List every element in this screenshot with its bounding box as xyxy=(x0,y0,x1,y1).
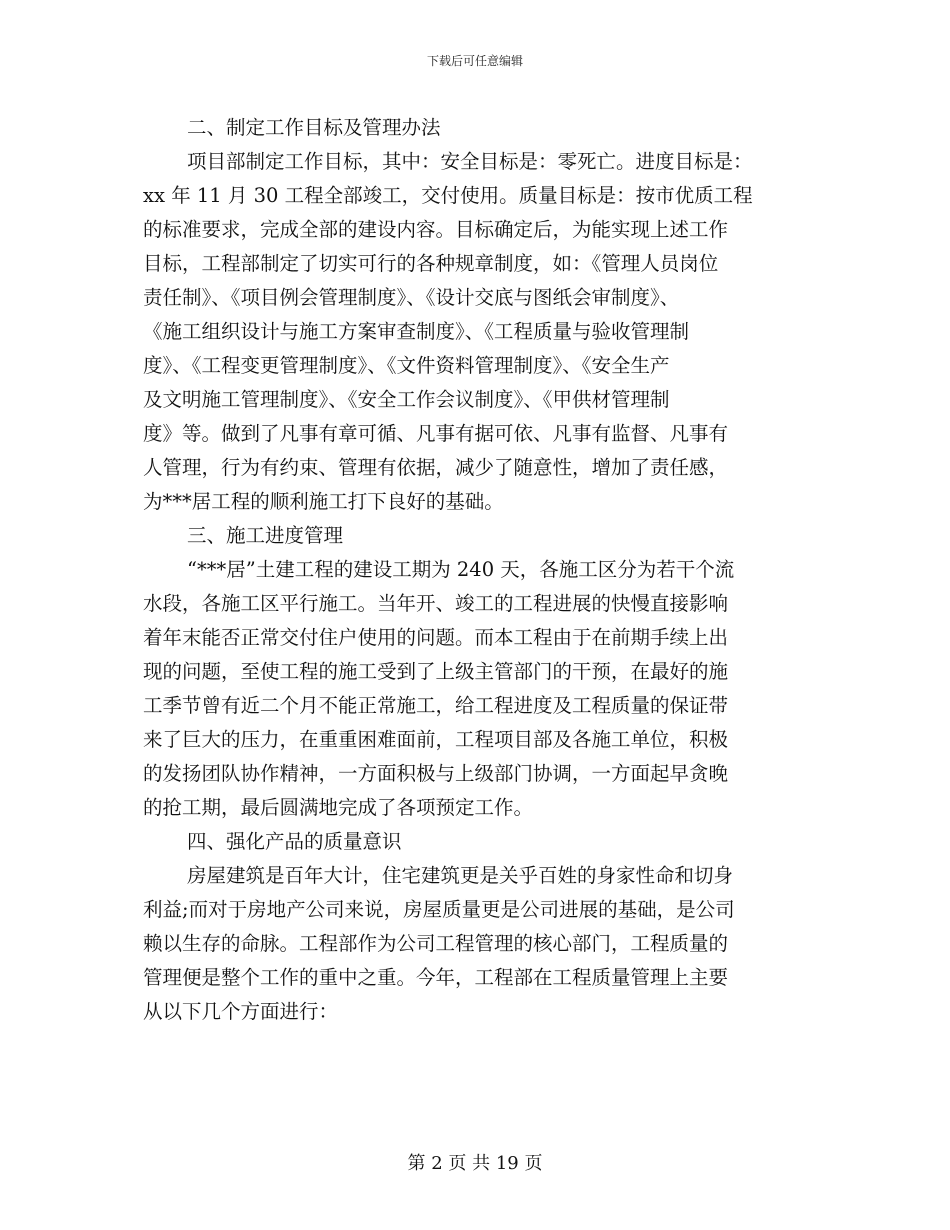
paragraph-line: 从以下几个方面进行： xyxy=(143,1000,339,1023)
paragraph-line: 的标准要求，完成全部的建设内容。目标确定后，为能实现上述工作 xyxy=(143,218,729,241)
paragraph-line: 人管理，行为有约束、管理有依据，减少了随意性，增加了责任感， xyxy=(143,456,729,479)
paragraph-line: 房屋建筑是百年大计，住宅建筑更是关乎百姓的身家性命和切身 xyxy=(187,864,734,887)
paragraph-line: 利益;而对于房地产公司来说，房屋质量更是公司进展的基础，是公司 xyxy=(143,898,735,921)
document-body xyxy=(143,111,809,1029)
paragraph-line: xx 年 11 月 30 工程全部竣工，交付使用。质量目标是：按市优质工程 xyxy=(143,184,753,207)
paragraph-line: “***居”土建工程的建设工期为 240 天，各施工区分为若干个流 xyxy=(187,558,735,581)
section-heading-2: 二、制定工作目标及管理办法 xyxy=(187,116,441,139)
paragraph-line: 《施工组织设计与施工方案审查制度》、《工程质量与验收管理制 xyxy=(143,320,690,343)
paragraph-line: 赖以生存的命脉。工程部作为公司工程管理的核心部门，工程质量的 xyxy=(143,932,729,955)
paragraph-line: 度》、《工程变更管理制度》、《文件资料管理制度》、《安全生产 xyxy=(143,354,670,377)
paragraph-line: 的发扬团队协作精神，一方面积极与上级部门协调，一方面起早贪晚 xyxy=(143,762,729,785)
paragraph-line: 工季节曾有近二个月不能正常施工，给工程进度及工程质量的保证带 xyxy=(143,694,729,717)
paragraph-line: 项目部制定工作目标，其中：安全目标是：零死亡。进度目标是： xyxy=(187,150,753,173)
paragraph-line: 水段，各施工区平行施工。当年开、竣工的工程进展的快慢直接影响 xyxy=(143,592,729,615)
paragraph-line: 度》等。做到了凡事有章可循、凡事有据可依、凡事有监督、凡事有 xyxy=(143,422,729,445)
paragraph-line: 现的问题，至使工程的施工受到了上级主管部门的干预，在最好的施 xyxy=(143,660,729,683)
paragraph-line: 为***居工程的顺利施工打下良好的基础。 xyxy=(143,490,504,513)
paragraph-line: 来了巨大的压力，在重重困难面前，工程项目部及各施工单位，积极 xyxy=(143,728,729,751)
paragraph-line: 的抢工期，最后圆满地完成了各项预定工作。 xyxy=(143,796,534,819)
page-header: 下载后可任意编辑 xyxy=(426,54,523,68)
paragraph-line: 着年末能否正常交付住户使用的问题。而本工程由于在前期手续上出 xyxy=(143,626,729,649)
section-heading-3: 三、施工进度管理 xyxy=(187,524,344,547)
section-heading-4: 四、强化产品的质量意识 xyxy=(187,830,402,853)
page-number: 第 2 页 共 19 页 xyxy=(407,1153,543,1174)
paragraph-line: 责任制》、《项目例会管理制度》、《设计交底与图纸会审制度》、 xyxy=(143,286,680,309)
paragraph-line: 管理便是整个工作的重中之重。今年，工程部在工程质量管理上主要 xyxy=(143,966,729,989)
paragraph-line: 目标，工程部制定了切实可行的各种规章制度，如：《管理人员岗位 xyxy=(143,252,719,275)
paragraph-line: 及文明施工管理制度》、《安全工作会议制度》、《甲供材管理制 xyxy=(143,388,670,411)
